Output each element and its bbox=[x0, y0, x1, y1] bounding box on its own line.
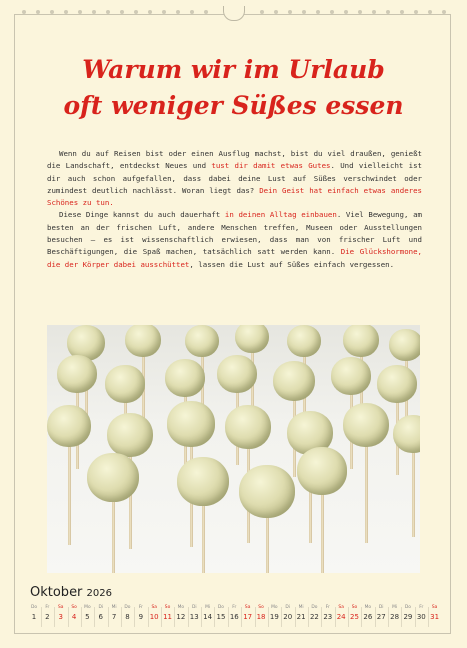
pop-stick bbox=[321, 493, 324, 573]
calendar-strip bbox=[28, 605, 442, 631]
binding-hole bbox=[204, 10, 208, 14]
day-divider bbox=[148, 607, 149, 627]
weekday-label: Mo bbox=[84, 605, 91, 610]
day-divider bbox=[108, 607, 109, 627]
binding-hole bbox=[92, 10, 96, 14]
weekday-label: Sa bbox=[338, 605, 344, 610]
weekday-label: Sa bbox=[244, 605, 251, 610]
weekday-label: Mo bbox=[271, 605, 278, 610]
weekday-label: Fr bbox=[232, 605, 237, 610]
day-divider bbox=[174, 607, 175, 627]
day-number: 2 bbox=[45, 613, 50, 621]
cake-pop bbox=[389, 329, 420, 361]
binding-hole bbox=[78, 10, 82, 14]
day-divider bbox=[428, 607, 429, 627]
day-number: 15 bbox=[216, 613, 226, 621]
day-divider bbox=[321, 607, 322, 627]
day-divider bbox=[308, 607, 309, 627]
weekday-label: Mi bbox=[392, 605, 398, 610]
day-number: 3 bbox=[58, 613, 63, 621]
body-segment: Diese Dinge kannst du auch dauerhaft bbox=[59, 210, 225, 220]
cake-pop bbox=[297, 447, 347, 495]
weekday-label: Di bbox=[285, 605, 291, 610]
binding-hole bbox=[22, 10, 26, 14]
month-name: Oktober bbox=[30, 585, 83, 600]
highlight-text: in deinen Alltag einbauen bbox=[224, 210, 337, 220]
day-number: 24 bbox=[336, 613, 346, 621]
binding-hole bbox=[330, 10, 334, 14]
month-label bbox=[30, 585, 112, 600]
day-divider bbox=[401, 607, 402, 627]
day-divider bbox=[214, 607, 215, 627]
body-segment: Wenn du auf Reisen bist oder einen Ausflug machst, bist du viel draußen, genießt die Landschaft, entdeckst Neues und bbox=[47, 149, 422, 171]
day-divider bbox=[375, 607, 376, 627]
weekday-label: So bbox=[71, 605, 77, 610]
day-number: 27 bbox=[376, 613, 386, 621]
weekday-label: Do bbox=[311, 605, 318, 610]
weekday-label: Mi bbox=[298, 605, 304, 610]
cake-pop bbox=[273, 361, 315, 401]
day-number: 29 bbox=[403, 613, 413, 621]
day-divider bbox=[188, 607, 189, 627]
binding-hole bbox=[106, 10, 110, 14]
cake-pop bbox=[87, 453, 139, 502]
cake-pop bbox=[377, 365, 417, 403]
day-number: 28 bbox=[390, 613, 400, 621]
weekday-label: So bbox=[351, 605, 358, 610]
day-divider bbox=[348, 607, 349, 627]
day-number: 9 bbox=[138, 613, 144, 621]
cake-pop bbox=[125, 325, 161, 357]
highlight-text: Die Glückshormone, die der Körper dabei ausschüttet bbox=[47, 247, 422, 269]
binding-hole bbox=[428, 10, 432, 14]
binding-hole bbox=[442, 10, 446, 14]
pop-stick bbox=[112, 501, 115, 573]
cake-pop bbox=[235, 325, 269, 353]
day-divider bbox=[228, 607, 229, 627]
day-divider bbox=[94, 607, 95, 627]
day-number: 20 bbox=[283, 613, 293, 621]
body-segment: . Viel Bewegung, am besten an der frischen Luft, andere Menschen treffen, Museen oder Ausstellungen besuchen – es ist wissenschaftlich erwiesen, dass man von frischer Luft und Beschäftigungen, die Spaß machen, tatsächlich satt werden kann. bbox=[47, 210, 422, 257]
weekday-label: Fr bbox=[419, 605, 424, 610]
weekday-label: Fr bbox=[325, 605, 330, 610]
day-number: 18 bbox=[256, 613, 266, 621]
binding-hole bbox=[120, 10, 124, 14]
cake-pop bbox=[217, 355, 257, 393]
cake-pops-photo bbox=[47, 325, 420, 573]
binding-hole bbox=[36, 10, 40, 14]
binding-hole bbox=[400, 10, 404, 14]
day-number: 14 bbox=[203, 613, 213, 621]
weekday-label: Fr bbox=[138, 605, 143, 610]
binding-hole bbox=[316, 10, 320, 14]
cake-pop bbox=[343, 325, 379, 357]
binding-hole bbox=[414, 10, 418, 14]
day-number: 17 bbox=[243, 613, 253, 621]
binding-hole bbox=[134, 10, 138, 14]
cake-pop bbox=[343, 403, 389, 447]
cake-pop bbox=[225, 405, 271, 449]
day-divider bbox=[81, 607, 82, 627]
day-number: 12 bbox=[176, 613, 186, 621]
cake-pop bbox=[331, 357, 371, 395]
day-divider bbox=[201, 607, 202, 627]
binding-hole bbox=[50, 10, 54, 14]
day-divider bbox=[134, 607, 135, 627]
body-text bbox=[47, 148, 422, 271]
day-number: 16 bbox=[229, 613, 239, 621]
day-number: 13 bbox=[189, 613, 199, 621]
binding-hole bbox=[302, 10, 306, 14]
day-divider bbox=[54, 607, 55, 627]
weekday-label: So bbox=[164, 605, 171, 610]
binding-hole bbox=[64, 10, 68, 14]
day-number: 10 bbox=[149, 613, 159, 621]
cake-pop bbox=[287, 325, 321, 357]
day-number: 8 bbox=[125, 613, 130, 621]
day-number: 30 bbox=[416, 613, 426, 621]
day-divider bbox=[361, 607, 362, 627]
pop-stick bbox=[68, 445, 71, 545]
day-number: 31 bbox=[430, 613, 440, 621]
pop-stick bbox=[202, 505, 205, 573]
pop-stick bbox=[412, 451, 415, 537]
binding-hole bbox=[372, 10, 376, 14]
day-number: 4 bbox=[71, 613, 77, 621]
binding-hole bbox=[176, 10, 180, 14]
weekday-label: Di bbox=[191, 605, 197, 610]
day-divider bbox=[335, 607, 336, 627]
weekday-label: Sa bbox=[431, 605, 438, 610]
binding-hole bbox=[344, 10, 348, 14]
day-divider bbox=[388, 607, 389, 627]
title-line-2: oft weniger Süßes essen bbox=[63, 91, 404, 120]
day-divider bbox=[281, 607, 282, 627]
title-line-1: Warum wir im Urlaub bbox=[82, 55, 385, 84]
day-divider bbox=[268, 607, 269, 627]
month-year: 2026 bbox=[86, 588, 112, 599]
binding-hole bbox=[386, 10, 390, 14]
paragraph-2 bbox=[47, 209, 422, 270]
weekday-label: Do bbox=[404, 605, 411, 610]
day-number: 1 bbox=[31, 613, 37, 621]
binding-hole bbox=[260, 10, 264, 14]
pop-stick bbox=[365, 445, 368, 543]
cake-pop bbox=[107, 413, 153, 457]
day-number: 7 bbox=[111, 613, 117, 621]
weekday-label: Mi bbox=[111, 605, 117, 610]
day-number: 22 bbox=[309, 613, 319, 621]
weekday-label: So bbox=[258, 605, 264, 610]
paragraph-1 bbox=[47, 148, 422, 209]
weekday-label: Mo bbox=[364, 605, 372, 610]
highlight-text: tust dir damit etwas Gutes bbox=[211, 161, 331, 171]
cake-pop bbox=[177, 457, 229, 506]
day-number: 19 bbox=[269, 613, 279, 621]
weekday-label: Do bbox=[217, 605, 224, 610]
cake-pop bbox=[47, 405, 91, 447]
weekday-label: Mo bbox=[177, 605, 185, 610]
day-number: 23 bbox=[323, 613, 333, 621]
cake-pop bbox=[239, 465, 295, 518]
highlight-text: Dein Geist hat einfach etwas anderes Schönes zu tun. bbox=[47, 185, 422, 208]
weekday-label: Di bbox=[98, 605, 104, 610]
weekday-label: Fr bbox=[45, 605, 50, 610]
cake-pop bbox=[185, 325, 219, 357]
binding-hole bbox=[274, 10, 278, 14]
day-divider bbox=[295, 607, 296, 627]
binding-hole bbox=[358, 10, 362, 14]
day-divider bbox=[161, 607, 162, 627]
pop-stick bbox=[266, 517, 269, 573]
weekday-label: Sa bbox=[151, 605, 157, 610]
body-segment: . Und vielleicht ist dir auch schon aufgefallen, dass dabei deine Lust auf Süßes verschwindet oder zumindest deutlich nachlässt. Woran liegt das? bbox=[47, 161, 422, 195]
day-number: 26 bbox=[363, 613, 373, 621]
day-number: 11 bbox=[163, 613, 172, 621]
weekday-label: Di bbox=[378, 605, 384, 610]
body-segment: , lassen die Lust auf Süßes einfach vergessen. bbox=[189, 259, 395, 269]
day-number: 5 bbox=[85, 613, 90, 621]
day-number: 21 bbox=[296, 613, 306, 621]
day-number: 25 bbox=[350, 613, 359, 621]
binding-hole bbox=[190, 10, 194, 14]
weekday-label: Sa bbox=[57, 605, 64, 610]
cake-pop bbox=[57, 355, 97, 393]
day-divider bbox=[255, 607, 256, 627]
day-divider bbox=[241, 607, 242, 627]
day-divider bbox=[41, 607, 42, 627]
binding-hole bbox=[162, 10, 166, 14]
weekday-label: Do bbox=[30, 605, 38, 610]
weekday-label: Mi bbox=[205, 605, 211, 610]
day-divider bbox=[68, 607, 69, 627]
day-divider bbox=[415, 607, 416, 627]
cake-pop bbox=[105, 365, 145, 403]
cake-pop bbox=[165, 359, 205, 397]
day-number: 6 bbox=[98, 613, 103, 621]
cake-pop bbox=[167, 401, 215, 447]
binding-hole bbox=[148, 10, 152, 14]
day-divider bbox=[121, 607, 122, 627]
weekday-label: Do bbox=[124, 605, 131, 610]
binding-hole bbox=[288, 10, 292, 14]
